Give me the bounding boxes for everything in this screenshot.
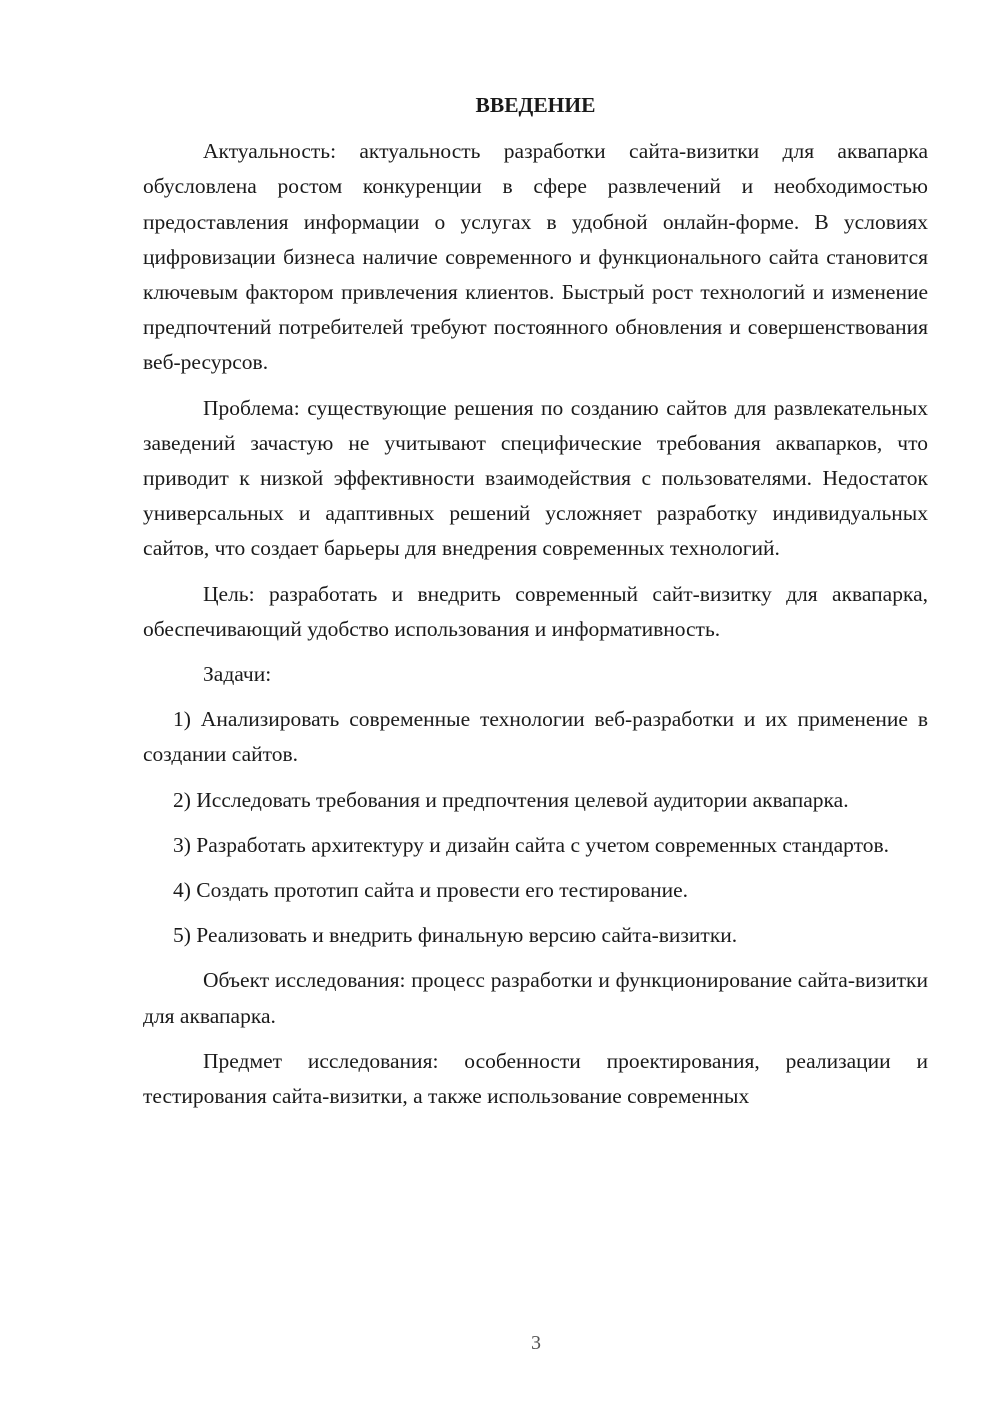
task-item-2: 2) Исследовать требования и предпочтения целевой аудитории аквапарка.: [173, 787, 849, 812]
page-number: 3: [531, 1332, 541, 1354]
page-content: [143, 88, 928, 1124]
paragraph-object: Объект исследования: процесс разработки и функционирование сайта-визитки для аквапарка.: [143, 968, 928, 1028]
task-item-4: 4) Создать прототип сайта и провести его тестирование.: [173, 878, 689, 903]
tasks-heading: Задачи:: [203, 662, 272, 687]
paragraph-relevance: Актуальность: актуальность разработки сайта-визитки для аквапарка обусловлена ростом конкуренции в сфере развлечений и необходимостью предоставления информации о услугах в удобной онлайн-форме. В условиях цифровизации бизнеса наличие современного и функционального сайта становится ключевым фактором привлечения клиентов. Быстрый рост технологий и изменение предпочтений потребителей требуют постоянного обновления и совершенствования веб-ресурсов.: [143, 139, 928, 375]
paragraph-subject: Предмет исследования: особенности проектирования, реализации и тестирования сайта-визитки, а также использование современных: [143, 1048, 928, 1109]
task-item-5: 5) Реализовать и внедрить финальную версию сайта-визитки.: [173, 923, 738, 948]
paragraph-goal: Цель: разработать и внедрить современный сайт-визитку для аквапарка, обеспечивающий удобство использования и информативность.: [143, 581, 928, 641]
section-title: ВВЕДЕНИЕ: [475, 93, 596, 117]
task-item-1: 1) Анализировать современные технологии веб-разработки и их применение в создании сайтов.: [143, 707, 928, 767]
task-item-3: 3) Разработать архитектуру и дизайн сайта с учетом современных стандартов.: [173, 832, 889, 857]
paragraph-problem: Проблема: существующие решения по созданию сайтов для развлекательных заведений зачастую не учитывают специфические требования аквапарков, что приводит к низкой эффективности взаимодействия с пользователями. Недостаток универсальных и адаптивных решений усложняет разработку индивидуальных сайтов, что создает барьеры для внедрения современных технологий.: [143, 395, 928, 561]
